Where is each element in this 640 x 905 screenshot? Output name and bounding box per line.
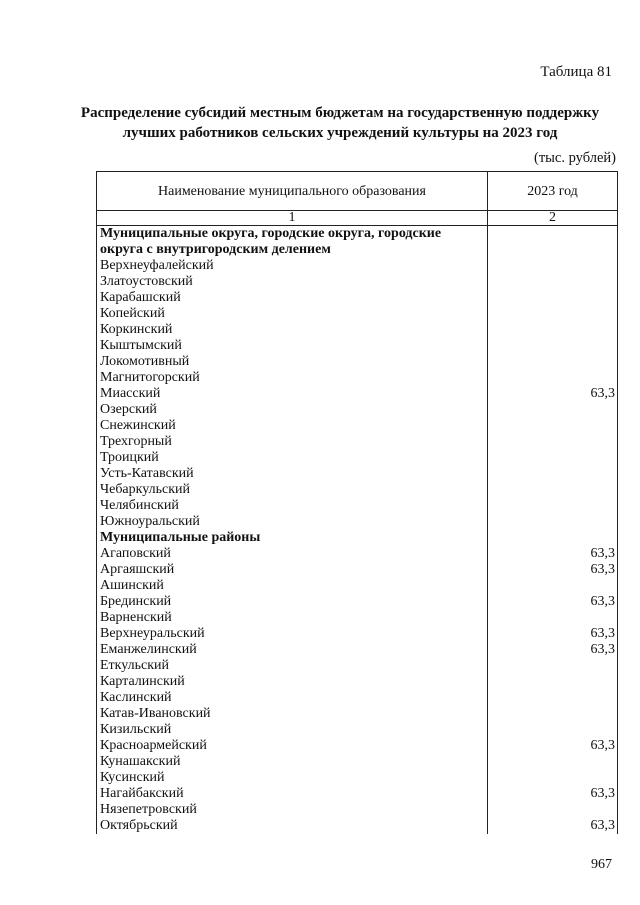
municipality-name: Кусинский	[97, 770, 488, 786]
subsidy-value	[488, 706, 618, 722]
table-number-label: Таблица 81	[540, 64, 612, 80]
subsidy-value: 63,3	[488, 386, 618, 402]
subsidy-value: 63,3	[488, 818, 618, 834]
municipality-name: Коркинский	[97, 322, 488, 338]
table-row	[97, 274, 618, 290]
municipality-name: Кизильский	[97, 722, 488, 738]
subsidy-value: 63,3	[488, 594, 618, 610]
column-header-year: 2023 год	[488, 172, 618, 211]
municipality-name: Кыштымский	[97, 338, 488, 354]
subsidy-value	[488, 722, 618, 738]
column-header-name: Наименование муниципального образования	[97, 172, 488, 211]
table-row	[97, 658, 618, 674]
municipality-name: Брединский	[97, 594, 488, 610]
subsidy-value	[488, 402, 618, 418]
municipality-name: Кунашакский	[97, 754, 488, 770]
table-row	[97, 642, 618, 658]
table-row	[97, 754, 618, 770]
table-row	[97, 354, 618, 370]
municipality-name: Верхнеуфалейский	[97, 258, 488, 274]
subsidy-value: 63,3	[488, 562, 618, 578]
municipality-name: Агаповский	[97, 546, 488, 562]
section-row	[97, 226, 618, 259]
subsidy-value: 63,3	[488, 642, 618, 658]
municipality-name: Трехгорный	[97, 434, 488, 450]
subsidy-value	[488, 770, 618, 786]
table-row	[97, 386, 618, 402]
municipality-name: Карабашский	[97, 290, 488, 306]
subsidy-value	[488, 338, 618, 354]
table-row	[97, 802, 618, 818]
table-row	[97, 786, 618, 802]
subsidy-value	[488, 290, 618, 306]
table-row	[97, 450, 618, 466]
table-row	[97, 466, 618, 482]
table-row	[97, 578, 618, 594]
municipality-name: Октябрьский	[97, 818, 488, 834]
subsidy-value: 63,3	[488, 626, 618, 642]
subsidy-value	[488, 450, 618, 466]
table-row	[97, 770, 618, 786]
units-note: (тыс. рублей)	[534, 150, 616, 166]
subsidy-value	[488, 418, 618, 434]
section-value	[488, 226, 618, 259]
subsidy-value	[488, 322, 618, 338]
municipality-name: Магнитогорский	[97, 370, 488, 386]
subsidy-value	[488, 578, 618, 594]
table-row	[97, 338, 618, 354]
municipality-name: Карталинский	[97, 674, 488, 690]
municipality-name: Локомотивный	[97, 354, 488, 370]
subsidy-value	[488, 802, 618, 818]
municipality-name: Варненский	[97, 610, 488, 626]
municipality-name: Миасский	[97, 386, 488, 402]
subsidy-value: 63,3	[488, 786, 618, 802]
table-row	[97, 610, 618, 626]
municipality-name: Нагайбакский	[97, 786, 488, 802]
table-row	[97, 514, 618, 530]
section-value	[488, 530, 618, 546]
table-row	[97, 418, 618, 434]
municipality-name: Южноуральский	[97, 514, 488, 530]
municipality-name: Чебаркульский	[97, 482, 488, 498]
table-row	[97, 290, 618, 306]
municipality-name: Ашинский	[97, 578, 488, 594]
subsidy-value	[488, 658, 618, 674]
table-row	[97, 370, 618, 386]
page-number: 967	[591, 857, 612, 872]
table-row	[97, 722, 618, 738]
table-row	[97, 322, 618, 338]
table-row	[97, 626, 618, 642]
subsidy-table	[96, 171, 618, 834]
table-row	[97, 706, 618, 722]
column-number-2: 2	[488, 211, 618, 226]
municipality-name: Нязепетровский	[97, 802, 488, 818]
table-row	[97, 402, 618, 418]
municipality-name: Верхнеуральский	[97, 626, 488, 642]
table-row	[97, 306, 618, 322]
subsidy-value	[488, 466, 618, 482]
table-row	[97, 818, 618, 834]
table-row	[97, 690, 618, 706]
subsidy-value	[488, 354, 618, 370]
subsidy-value	[488, 258, 618, 274]
column-number-1: 1	[97, 211, 488, 226]
table-header-row	[97, 172, 618, 211]
subsidy-value	[488, 610, 618, 626]
subsidy-value	[488, 306, 618, 322]
column-number-row	[97, 211, 618, 226]
subsidy-value	[488, 690, 618, 706]
subsidy-value	[488, 514, 618, 530]
table-row	[97, 562, 618, 578]
municipality-name: Каслинский	[97, 690, 488, 706]
subsidy-value	[488, 274, 618, 290]
subsidy-value	[488, 498, 618, 514]
municipality-name: Троицкий	[97, 450, 488, 466]
subsidy-value	[488, 370, 618, 386]
municipality-name: Еманжелинский	[97, 642, 488, 658]
table-row	[97, 546, 618, 562]
table-row	[97, 258, 618, 274]
municipality-name: Красноармейский	[97, 738, 488, 754]
municipality-name: Усть-Катавский	[97, 466, 488, 482]
subsidy-value	[488, 434, 618, 450]
table-row	[97, 674, 618, 690]
document-title: Распределение субсидий местным бюджетам на государственную поддержку лучших работников сельских учреждений культуры на 2023 год	[80, 105, 600, 141]
table-row	[97, 498, 618, 514]
section-row	[97, 530, 618, 546]
municipality-name: Аргаяшский	[97, 562, 488, 578]
subsidy-value	[488, 754, 618, 770]
municipality-name: Снежинский	[97, 418, 488, 434]
subsidy-value: 63,3	[488, 546, 618, 562]
municipality-name: Златоустовский	[97, 274, 488, 290]
municipality-name: Еткульский	[97, 658, 488, 674]
table-row	[97, 594, 618, 610]
municipality-name: Копейский	[97, 306, 488, 322]
municipality-name: Катав-Ивановский	[97, 706, 488, 722]
section-title: Муниципальные округа, городские округа, городские округа с внутригородским делением	[97, 226, 488, 259]
table-body	[97, 226, 618, 835]
table-row	[97, 434, 618, 450]
section-title: Муниципальные районы	[97, 530, 488, 546]
municipality-name: Челябинский	[97, 498, 488, 514]
subsidy-value	[488, 482, 618, 498]
municipality-name: Озерский	[97, 402, 488, 418]
subsidy-value	[488, 674, 618, 690]
table-row	[97, 482, 618, 498]
subsidy-value: 63,3	[488, 738, 618, 754]
table-row	[97, 738, 618, 754]
